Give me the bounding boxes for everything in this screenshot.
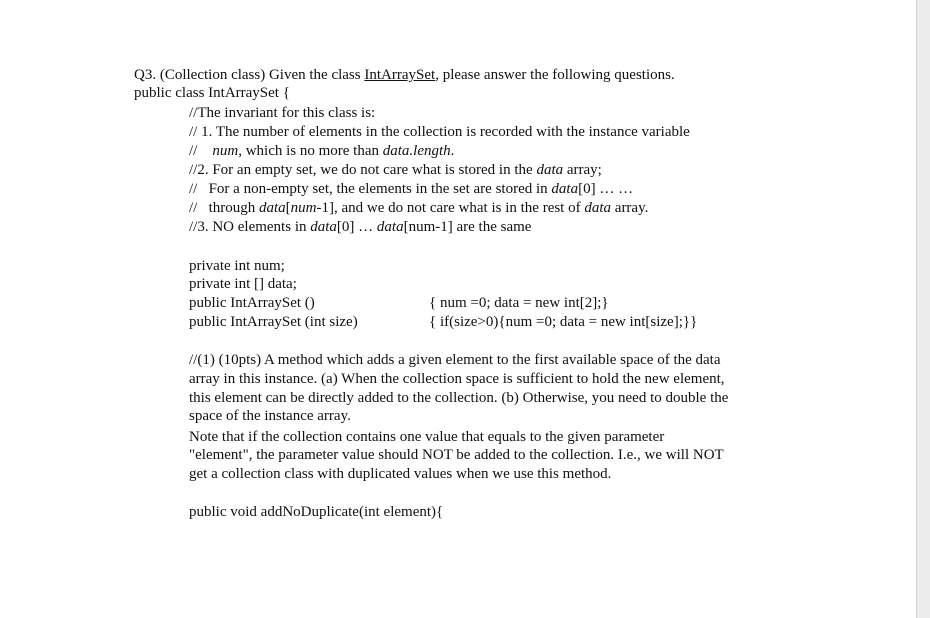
constructor-size-signature: public IntArraySet (int size): [189, 314, 358, 330]
field-num: private int num;: [189, 258, 285, 274]
constructor-size-body: { if(size>0){num =0; data = new int[size];}}: [429, 314, 698, 330]
note-line-3: get a collection class with duplicated values when we use this method.: [189, 466, 612, 482]
scrollbar-gutter[interactable]: [916, 0, 930, 618]
question-heading: [134, 66, 675, 84]
note-line-2: "element", the parameter value should NOT be added to the collection. I.e., we will NOT: [189, 447, 724, 463]
invariant-header: //The invariant for this class is:: [189, 105, 376, 121]
invariant-line-5: // through data[num-1], and we do not care what is in the rest of data array.: [189, 200, 649, 216]
question-lead: Q3. (Collection class) Given the class: [134, 67, 365, 83]
task-paragraph-line-3: this element can be directly added to the collection. (b) Otherwise, you need to double the: [189, 390, 729, 406]
constructor-default-body: { num =0; data = new int[2];}: [429, 295, 609, 311]
invariant-line-6: //3. NO elements in data[0] … data[num-1] are the same: [189, 219, 532, 235]
question-tail: , please answer the following questions.: [435, 67, 675, 83]
class-name-link: IntArraySet: [364, 67, 436, 83]
note-line-1: Note that if the collection contains one value that equals to the given parameter: [189, 429, 665, 445]
invariant-line-2: // num, which is no more than data.length.: [189, 143, 455, 159]
invariant-line-4: // For a non-empty set, the elements in the set are stored in data[0] … …: [189, 181, 634, 197]
invariant-line-3: //2. For an empty set, we do not care what is stored in the data array;: [189, 162, 602, 178]
method-signature: public void addNoDuplicate(int element){: [189, 504, 444, 520]
field-data: private int [] data;: [189, 276, 297, 292]
task-paragraph-line-2: array in this instance. (a) When the collection space is sufficient to hold the new element,: [189, 371, 725, 387]
class-declaration: public class IntArraySet {: [134, 85, 290, 101]
task-paragraph-line-4: space of the instance array.: [189, 408, 351, 424]
constructor-default-signature: public IntArraySet (): [189, 295, 315, 311]
task-paragraph-line-1: //(1) (10pts) A method which adds a given element to the first available space of the data: [189, 352, 721, 368]
invariant-line-1: // 1. The number of elements in the collection is recorded with the instance variable: [189, 124, 690, 140]
